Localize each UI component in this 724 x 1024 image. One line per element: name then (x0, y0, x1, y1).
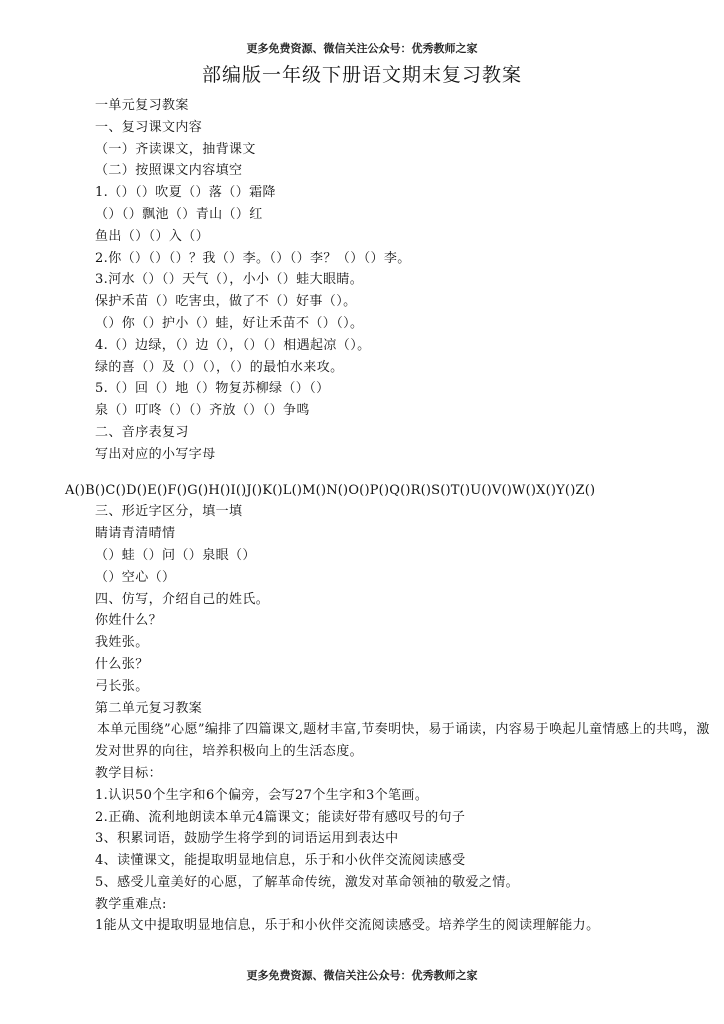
text-line: 写出对应的小写字母 (95, 446, 216, 462)
text-line: 5.（）回（）地（）物复苏柳绿（）（） (95, 381, 330, 397)
text-line: 2.正确、流利地朗读本单元4篇课文；能读好带有感叹号的句子 (95, 809, 466, 825)
document-title: 部编版一年级下册语文期末复习教案 (201, 64, 522, 86)
text-line: 什么张？ (95, 656, 149, 672)
text-line: 4.（）边绿，（）边（），（）（）相遇起凉（）。 (95, 337, 371, 353)
header-note: 更多免费资源、微信关注公众号：优秀教师之家 (246, 42, 478, 55)
text-line: （一）齐读课文，抽背课文 (95, 141, 256, 157)
text-line: 绿的喜（）及（）（），（）的最怕水来攻。 (95, 359, 344, 375)
text-line: 第二单元复习教案 (95, 700, 203, 716)
text-line: （二）按照课文内容填空 (95, 163, 243, 179)
text-line: （）（）飘池（）青山（）红 (95, 206, 263, 222)
text-line: 1.（）（）吹夏（）落（）霜降 (95, 185, 276, 201)
text-line: 保护禾苗（）吃害虫，做了不（）好事（）。 (95, 294, 357, 310)
text-line: 一、复习课文内容 (95, 119, 203, 135)
text-line: 5、感受儿童美好的心愿，了解革命传统，激发对革命领袖的敬爱之情。 (95, 874, 520, 890)
text-line: 弓长张。 (95, 678, 149, 694)
text-line: 你姓什么？ (95, 613, 163, 629)
text-line: 睛请青清晴情 (95, 526, 176, 542)
text-line: 3、积累词语，鼓励学生将学到的词语运用到表达中 (95, 831, 399, 847)
text-line: 我姓张。 (95, 635, 149, 651)
text-line: 二、音序表复习 (95, 424, 189, 440)
text-line: 教学目标： (95, 765, 163, 781)
text-line: 4、读懂课文，能提取明显地信息，乐于和小伙伴交流阅读感受 (95, 853, 466, 869)
text-line: 一单元复习教案 (95, 98, 189, 113)
footer-note: 更多免费资源、微信关注公众号：优秀教师之家 (246, 969, 478, 982)
text-line: 3.河水（）（）天气（），小小（）蛙大眼睛。 (95, 272, 364, 288)
text-line: 教学重难点: (95, 896, 167, 912)
paragraph: 本单元围绕”心愿”编排了四篇课文,题材丰富,节奏明快，易于诵读，内容易于唤起儿童情感上的共鸣，激发对世界的向往，培养积极向上的生活态度。 (95, 722, 710, 760)
text-line: 三、形近字区分，填一填 (95, 504, 243, 520)
text-line: （）空心（） (95, 569, 176, 585)
text-line: （）你（）护小（）蛙，好让禾苗不（）（）。 (95, 315, 364, 331)
text-line: （）蛙（）问（）泉眼（） (95, 547, 256, 563)
text-line: 四、仿写，介绍自己的姓氏。 (95, 591, 270, 607)
text-line: 鱼出（）（）入（） (95, 228, 210, 244)
document-body (65, 95, 710, 937)
text-line: 2.你（）（）（）？我（）李。（）（）李？（）（）李。 (95, 250, 411, 266)
alphabet-line: A()B()C()D()E()F()G()H()I()J()K()L()M()N()O()P()Q()R()S()T()U()V()W()X()Y()Z() (65, 482, 596, 498)
text-line: 泉（）叮咚（）（）齐放（）（）争鸣 (95, 403, 310, 419)
text-line: 1能从文中提取明显地信息，乐于和小伙伴交流阅读感受。培养学生的阅读理解能力。 (95, 918, 600, 934)
text-line: 1.认识50个生字和6个偏旁，会写27个生字和3个笔画。 (95, 787, 429, 803)
spacer (95, 466, 655, 480)
